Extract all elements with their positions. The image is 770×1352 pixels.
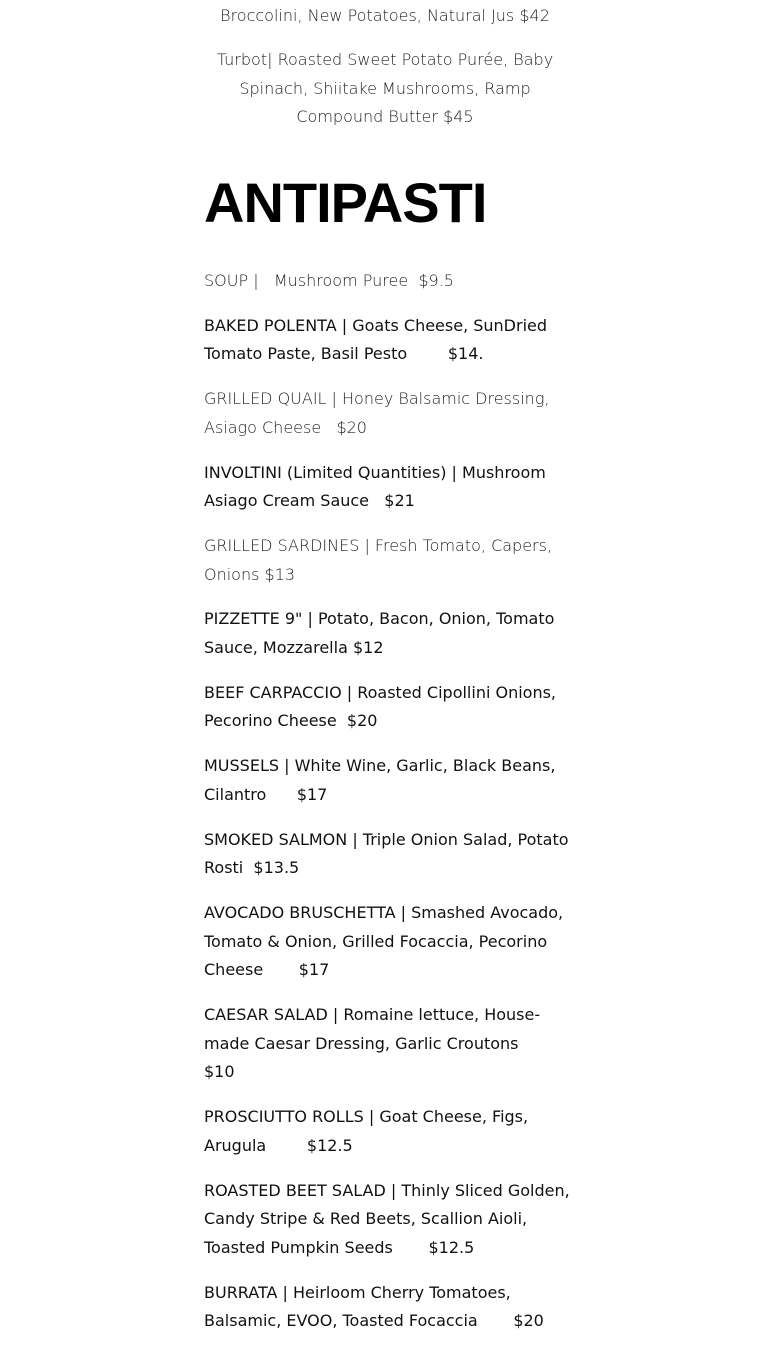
menu-item-smoked-salmon: SMOKED SALMON | Triple Onion Salad, Potato Rosti $13.5 (204, 829, 574, 878)
menu-item-prosciutto-rolls: PROSCIUTTO ROLLS | Goat Cheese, Figs, Arugula $12.5 (204, 1107, 534, 1155)
menu-item-grilled-sardines: GRILLED SARDINES | Fresh Tomato, Capers, Onions $13 (204, 535, 558, 584)
menu-item-pizzette: PIZZETTE 9" | Potato, Bacon, Onion, Tomato Sauce, Mozzarella $12 (204, 609, 560, 658)
entree-item-continued (200, 2, 570, 31)
menu-item-grilled-quail: GRILLED QUAIL | Honey Balsamic Dressing, Asiago Cheese $20 (204, 389, 555, 437)
entree-item-turbot (200, 46, 570, 132)
menu-item-soup: SOUP | Mushroom Puree $9.5 (204, 271, 454, 290)
antipasti-menu-list (204, 267, 605, 1352)
menu-item-burrata: BURRATA | Heirloom Cherry Tomatoes, Balsamic, EVOO, Toasted Focaccia $20 (204, 1282, 544, 1331)
entree-item-text: Broccolini, New Potatoes, Natural Jus $42 (220, 6, 550, 25)
menu-item-baked-polenta: BAKED POLENTA | Goats Cheese, SunDried Tomato Paste, Basil Pesto $14. (204, 315, 553, 364)
entree-item-text: Turbot| Roasted Sweet Potato Purée, Baby Spinach, Shiitake Mushrooms, Ramp Compound Butter $45 (216, 50, 554, 127)
menu-item-involtini: INVOLTINI (Limited Quantities) | Mushroom Asiago Cream Sauce $21 (204, 462, 551, 511)
menu-item-caesar-salad: CAESAR SALAD | Romaine lettuce, House-made Caesar Dressing, Garlic Croutons $10 (204, 1005, 605, 1082)
menu-item-beef-carpaccio: BEEF CARPACCIO | Roasted Cipollini Onions, Pecorino Cheese $20 (204, 682, 562, 731)
section-heading-antipasti: ANTIPASTI (204, 171, 487, 234)
menu-item-mussels: MUSSELS | White Wine, Garlic, Black Beans, Cilantro $17 (204, 756, 561, 804)
menu-item-roasted-beet-salad: ROASTED BEET SALAD | Thinly Sliced Golden, Candy Stripe & Red Beets, Scallion Aioli, Toasted Pumpkin Seeds $12.5 (204, 1180, 575, 1257)
menu-item-avocado-bruschetta: AVOCADO BRUSCHETTA | Smashed Avocado, Tomato & Onion, Grilled Focaccia, Pecorino Cheese $17 (204, 902, 569, 980)
